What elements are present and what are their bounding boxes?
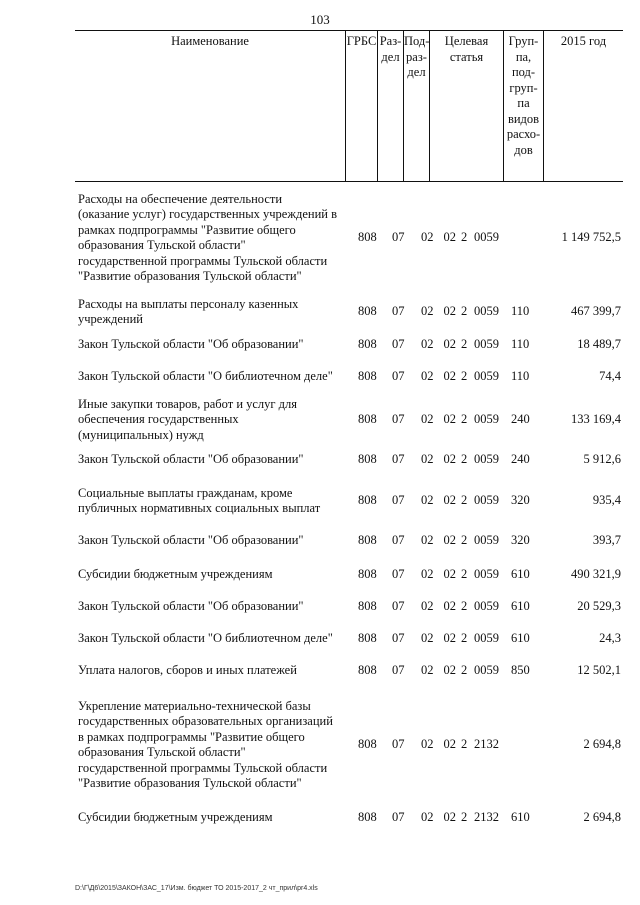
row-name-line: Социальные выплаты гражданам, кроме: [78, 485, 293, 500]
cell-cs2: 2: [461, 533, 468, 548]
row-name: [78, 397, 350, 444]
table-row: [75, 188, 625, 288]
cell-cs3: 0059: [474, 230, 499, 245]
cell-cs3: 0059: [474, 412, 499, 427]
row-name: [78, 663, 350, 679]
cell-cs2: 2: [461, 304, 468, 319]
row-name: [78, 533, 350, 549]
row-name-line: обеспечения государственных: [78, 412, 239, 427]
cell-cs3: 0059: [474, 567, 499, 582]
row-name-line: Расходы на обеспечение деятельности: [78, 191, 283, 206]
cell-cs2: 2: [461, 810, 468, 825]
header-razdel: Раз- дел: [377, 31, 403, 181]
cell-razdel: 07: [392, 599, 405, 614]
row-name-line: Субсидии бюджетным учреждениям: [78, 810, 273, 825]
cell-cs3: 0059: [474, 369, 499, 384]
row-name: [78, 486, 350, 517]
cell-gruppa: 320: [511, 493, 530, 508]
cell-gruppa: 110: [511, 304, 530, 319]
cell-cs3: 0059: [474, 631, 499, 646]
row-name-line: (оказание услуг) государственных учреждений в: [78, 207, 337, 221]
row-name-line: образования Тульской области": [78, 238, 246, 252]
page-number: 103: [310, 12, 330, 27]
row-name-line: Закон Тульской области "Об образовании": [78, 452, 304, 467]
row-name-line: Расходы на выплаты персоналу казенных: [78, 296, 299, 311]
cell-amount: 24,3: [599, 631, 621, 646]
table-row: [75, 395, 625, 445]
cell-cs1: 02: [443, 412, 456, 427]
cell-podrazdel: 02: [421, 412, 434, 427]
cell-cs2: 2: [461, 230, 468, 245]
cell-gruppa: 610: [511, 631, 530, 646]
cell-cs2: 2: [461, 493, 468, 508]
table-row: [75, 564, 625, 586]
cell-cs1: 02: [443, 337, 456, 352]
cell-cs2: 2: [461, 369, 468, 384]
cell-cs2: 2: [461, 631, 468, 646]
cell-grbs: 808: [358, 810, 377, 825]
cell-cs2: 2: [461, 599, 468, 614]
row-name-line: государственной программы Тульской области: [78, 760, 328, 775]
cell-razdel: 07: [392, 369, 405, 384]
cell-cs3: 0059: [474, 599, 499, 614]
cell-grbs: 808: [358, 599, 377, 614]
cell-grbs: 808: [358, 663, 377, 678]
cell-cs2: 2: [461, 412, 468, 427]
cell-razdel: 07: [392, 230, 405, 245]
cell-amount: 1 149 752,5: [561, 230, 621, 245]
cell-podrazdel: 02: [421, 599, 434, 614]
cell-amount: 18 489,7: [577, 337, 621, 352]
table-row: [75, 295, 625, 329]
cell-cs3: 0059: [474, 663, 499, 678]
row-name: [78, 699, 350, 792]
cell-razdel: 07: [392, 493, 405, 508]
row-name: [78, 810, 350, 826]
header-gruppa: Груп- па, под- груп- па видов расхо- дов: [503, 31, 543, 181]
cell-gruppa: 110: [511, 369, 530, 384]
file-path-footer: D:\Г\Д6\2015\ЗАКОН\ЗАС_17\Изм. бюджет ТО 2015-2017_2 чт_прил\pr4.xls: [75, 885, 318, 892]
cell-podrazdel: 02: [421, 533, 434, 548]
cell-amount: 2 694,8: [583, 737, 621, 752]
cell-podrazdel: 02: [421, 567, 434, 582]
header-podrazdel: Под- раз- дел: [403, 31, 429, 181]
table-header: [75, 30, 623, 182]
header-2015-year: 2015 год: [543, 31, 623, 181]
cell-gruppa: 610: [511, 810, 530, 825]
cell-cs2: 2: [461, 737, 468, 752]
row-name: [78, 567, 350, 583]
row-name-line: (муниципальных) нужд: [78, 427, 204, 442]
cell-grbs: 808: [358, 567, 377, 582]
row-name-line: рамках подпрограммы "Развитие общего: [78, 222, 296, 237]
table-row: [75, 483, 625, 519]
row-name-line: Укрепление материально-технической базы: [78, 698, 311, 713]
cell-grbs: 808: [358, 737, 377, 752]
cell-grbs: 808: [358, 304, 377, 319]
cell-amount: 490 321,9: [571, 567, 621, 582]
cell-podrazdel: 02: [421, 810, 434, 825]
header-name: Наименование: [171, 34, 249, 48]
cell-cs3: 2132: [474, 737, 499, 752]
cell-razdel: 07: [392, 337, 405, 352]
table-row: [75, 334, 625, 356]
cell-razdel: 07: [392, 412, 405, 427]
cell-cs1: 02: [443, 631, 456, 646]
row-name-line: Субсидии бюджетным учреждениям: [78, 567, 273, 582]
row-name-line: Иные закупки товаров, работ и услуг для: [78, 396, 298, 411]
table-row: [75, 449, 625, 471]
cell-cs1: 02: [443, 452, 456, 467]
cell-razdel: 07: [392, 631, 405, 646]
cell-cs1: 02: [443, 599, 456, 614]
cell-podrazdel: 02: [421, 737, 434, 752]
row-name-line: государственной программы Тульской области: [78, 253, 328, 268]
cell-cs2: 2: [461, 567, 468, 582]
cell-podrazdel: 02: [421, 493, 434, 508]
cell-cs1: 02: [443, 810, 456, 825]
cell-amount: 20 529,3: [577, 599, 621, 614]
cell-cs1: 02: [443, 304, 456, 319]
cell-grbs: 808: [358, 337, 377, 352]
table-row: [75, 695, 625, 795]
cell-gruppa: 850: [511, 663, 530, 678]
cell-cs1: 02: [443, 567, 456, 582]
row-name-line: в рамках подпрограммы "Развитие общего: [78, 729, 305, 744]
cell-cs1: 02: [443, 230, 456, 245]
cell-podrazdel: 02: [421, 369, 434, 384]
row-name: [78, 369, 350, 385]
cell-cs3: 0059: [474, 493, 499, 508]
cell-grbs: 808: [358, 230, 377, 245]
cell-cs1: 02: [443, 663, 456, 678]
cell-cs2: 2: [461, 663, 468, 678]
row-name-line: Закон Тульской области "Об образовании": [78, 337, 304, 352]
row-name: [78, 297, 350, 328]
row-name-line: "Развитие образования Тульской области": [78, 776, 302, 790]
cell-gruppa: 110: [511, 337, 530, 352]
cell-amount: 133 169,4: [571, 412, 621, 427]
cell-gruppa: 610: [511, 567, 530, 582]
row-name-line: Закон Тульской области "О библиотечном деле": [78, 631, 333, 646]
cell-amount: 5 912,6: [583, 452, 621, 467]
cell-cs2: 2: [461, 452, 468, 467]
row-name: [78, 337, 350, 353]
row-name: [78, 631, 350, 647]
row-name: [78, 599, 350, 615]
cell-amount: 2 694,8: [583, 810, 621, 825]
cell-grbs: 808: [358, 631, 377, 646]
cell-gruppa: 240: [511, 412, 530, 427]
row-name-line: "Развитие образования Тульской области": [78, 269, 302, 283]
cell-cs3: 0059: [474, 304, 499, 319]
cell-razdel: 07: [392, 810, 405, 825]
row-name-line: публичных нормативных социальных выплат: [78, 501, 321, 515]
row-name-line: Уплата налогов, сборов и иных платежей: [78, 663, 297, 678]
table-row: [75, 530, 625, 552]
cell-amount: 393,7: [592, 533, 621, 548]
row-name: [78, 192, 350, 285]
row-name-line: Закон Тульской области "О библиотечном деле": [78, 369, 333, 384]
table-row: [75, 366, 625, 388]
cell-amount: 74,4: [599, 369, 621, 384]
row-name-line: государственных образовательных организаций: [78, 714, 333, 728]
table-row: [75, 807, 625, 829]
cell-razdel: 07: [392, 533, 405, 548]
cell-grbs: 808: [358, 533, 377, 548]
cell-grbs: 808: [358, 412, 377, 427]
row-name-line: учреждений: [78, 312, 143, 326]
cell-razdel: 07: [392, 663, 405, 678]
cell-grbs: 808: [358, 452, 377, 467]
cell-cs2: 2: [461, 337, 468, 352]
cell-gruppa: 240: [511, 452, 530, 467]
cell-cs1: 02: [443, 737, 456, 752]
table-row: [75, 660, 625, 682]
cell-gruppa: 320: [511, 533, 530, 548]
cell-podrazdel: 02: [421, 337, 434, 352]
cell-amount: 12 502,1: [577, 663, 621, 678]
cell-cs1: 02: [443, 493, 456, 508]
cell-cs3: 0059: [474, 337, 499, 352]
row-name-line: Закон Тульской области "Об образовании": [78, 533, 304, 548]
cell-podrazdel: 02: [421, 452, 434, 467]
cell-cs3: 0059: [474, 533, 499, 548]
row-name-line: Закон Тульской области "Об образовании": [78, 599, 304, 614]
cell-podrazdel: 02: [421, 304, 434, 319]
cell-amount: 935,4: [592, 493, 621, 508]
cell-cs1: 02: [443, 369, 456, 384]
row-name: [78, 452, 350, 468]
cell-cs3: 2132: [474, 810, 499, 825]
cell-grbs: 808: [358, 369, 377, 384]
cell-podrazdel: 02: [421, 230, 434, 245]
cell-razdel: 07: [392, 567, 405, 582]
cell-gruppa: 610: [511, 599, 530, 614]
cell-cs3: 0059: [474, 452, 499, 467]
header-celevaya-statya: Целевая статья: [429, 31, 503, 181]
header-grbs: ГРБС: [345, 31, 377, 181]
cell-razdel: 07: [392, 737, 405, 752]
cell-razdel: 07: [392, 452, 405, 467]
cell-podrazdel: 02: [421, 631, 434, 646]
row-name-line: образования Тульской области": [78, 745, 246, 759]
table-row: [75, 628, 625, 650]
cell-amount: 467 399,7: [571, 304, 621, 319]
table-row: [75, 596, 625, 618]
cell-grbs: 808: [358, 493, 377, 508]
cell-cs1: 02: [443, 533, 456, 548]
cell-podrazdel: 02: [421, 663, 434, 678]
cell-razdel: 07: [392, 304, 405, 319]
